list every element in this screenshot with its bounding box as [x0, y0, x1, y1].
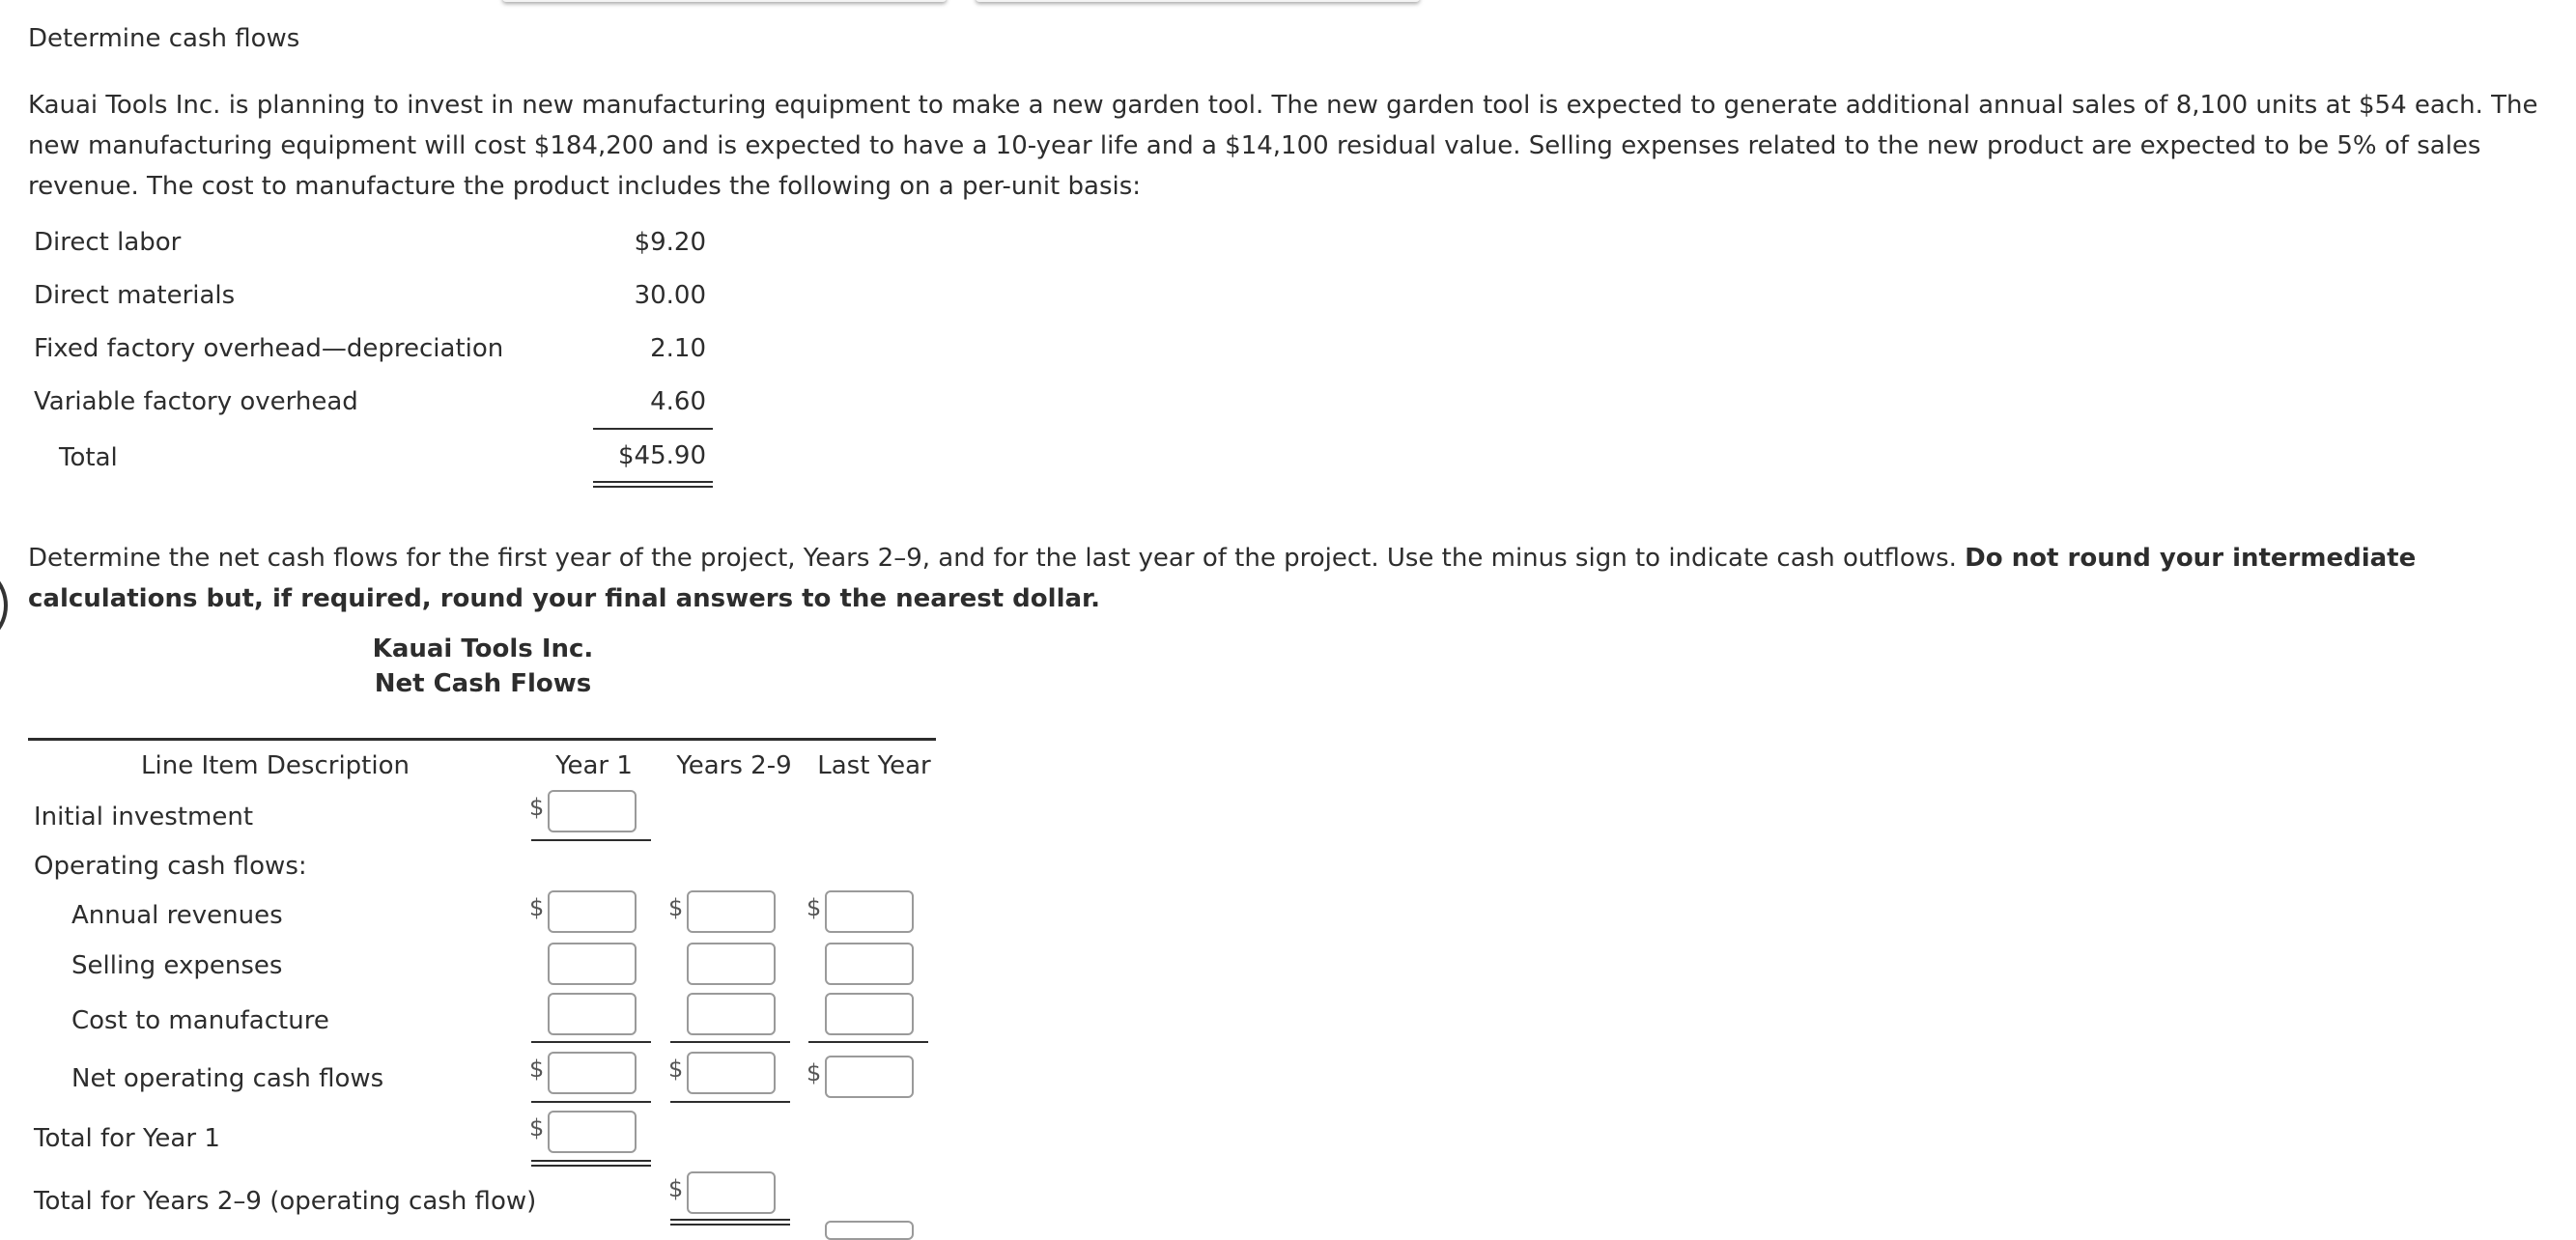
row-label-cost-to-manufacture: Cost to manufacture — [71, 1006, 329, 1035]
row-label-operating-header: Operating cash flows: — [34, 852, 307, 881]
currency-symbol: $ — [529, 1056, 545, 1083]
cost-value-variable-overhead: 4.60 — [650, 387, 706, 416]
cost-value-fixed-overhead: 2.10 — [650, 334, 706, 363]
schedule-top-rule — [28, 738, 936, 741]
selling-expenses-year1-input[interactable] — [548, 943, 637, 985]
selling-expenses-years-2-9-input[interactable] — [687, 943, 776, 985]
row-label-initial-investment: Initial investment — [34, 803, 254, 831]
cost-value-direct-materials: 30.00 — [634, 281, 706, 310]
currency-symbol: $ — [529, 894, 545, 921]
column-header-description: Line Item Description — [141, 751, 410, 780]
operating-subtotal-rule-year1 — [531, 1041, 651, 1043]
top-tab-left — [502, 0, 947, 2]
left-edge-circle — [0, 563, 8, 648]
schedule-company: Kauai Tools Inc. — [372, 634, 594, 663]
net-operating-year1-input[interactable] — [548, 1052, 637, 1094]
total-year1-double-rule-top — [531, 1160, 651, 1162]
cost-total-double-rule-top — [593, 481, 713, 483]
total-year1-double-rule-bottom — [531, 1165, 651, 1167]
problem-paragraph: Kauai Tools Inc. is planning to invest in new manufacturing equipment to make a new garden tool. The new garden tool is expected to generate additional annual sales of 8,100 units at $54 each. The new manufacturing equipment will cost $184,200 and is expected to have a 10-year life and a $14,100 residual value. Selling expenses related to the new product are expected to be 5% of sales revenue. The cost to manufacture the product includes the following on a per-unit basis: — [28, 91, 2538, 201]
cost-subtotal-rule — [593, 428, 713, 430]
schedule-subtitle: Net Cash Flows — [374, 669, 592, 698]
cost-to-manufacture-years-2-9-input[interactable] — [687, 993, 776, 1035]
net-operating-last-year-input[interactable] — [825, 1056, 914, 1098]
cost-total-double-rule-bottom — [593, 486, 713, 488]
cost-label-direct-materials: Direct materials — [34, 281, 236, 310]
currency-symbol: $ — [529, 794, 545, 821]
row-label-net-operating: Net operating cash flows — [71, 1064, 384, 1093]
operating-subtotal-rule-years-2-9 — [670, 1041, 790, 1043]
row-label-annual-revenues: Annual revenues — [71, 901, 283, 930]
initial-investment-year1-input[interactable] — [548, 790, 637, 832]
top-tab-right — [976, 0, 1420, 2]
initial-investment-underline — [531, 839, 651, 841]
total-years-2-9-double-rule-bottom — [670, 1224, 790, 1226]
instructions — [28, 538, 2549, 619]
cost-label-fixed-overhead: Fixed factory overhead—depreciation — [34, 334, 504, 363]
selling-expenses-last-year-input[interactable] — [825, 943, 914, 985]
net-operating-years-2-9-input[interactable] — [687, 1052, 776, 1094]
instructions-text: Determine the net cash flows for the first year of the project, Years 2–9, and for the last year of the project. Use the minus sign to indicate cash outflows. — [28, 544, 1966, 573]
column-header-last-year: Last Year — [817, 751, 931, 780]
operating-subtotal-rule-last-year — [808, 1041, 928, 1043]
cost-label-direct-labor: Direct labor — [34, 228, 182, 257]
annual-revenues-last-year-input[interactable] — [825, 890, 914, 933]
currency-symbol: $ — [668, 894, 684, 921]
row-label-total-years-2-9: Total for Years 2–9 (operating cash flow) — [34, 1187, 537, 1216]
cost-value-direct-labor: $9.20 — [634, 228, 706, 257]
row-label-total-year1: Total for Year 1 — [34, 1124, 220, 1153]
column-header-year1: Year 1 — [555, 751, 633, 780]
cost-to-manufacture-last-year-input[interactable] — [825, 993, 914, 1035]
annual-revenues-years-2-9-input[interactable] — [687, 890, 776, 933]
row-label-selling-expenses: Selling expenses — [71, 951, 283, 980]
cost-label-total: Total — [59, 443, 118, 472]
total-years-2-9-double-rule-top — [670, 1219, 790, 1221]
currency-symbol: $ — [668, 1056, 684, 1083]
cost-to-manufacture-year1-input[interactable] — [548, 993, 637, 1035]
cost-value-total: $45.90 — [618, 441, 706, 470]
instructions-bold: Do not round your intermediate calculations but, if required, round your final answers to the nearest dollar. — [28, 544, 2417, 613]
annual-revenues-year1-input[interactable] — [548, 890, 637, 933]
net-operating-rule-years-2-9 — [670, 1101, 790, 1103]
last-year-total-input-partial[interactable] — [825, 1221, 914, 1240]
page-title: Determine cash flows — [28, 24, 300, 53]
column-header-years-2-9: Years 2-9 — [676, 751, 792, 780]
total-years-2-9-input[interactable] — [687, 1171, 776, 1214]
cost-label-variable-overhead: Variable factory overhead — [34, 387, 358, 416]
currency-symbol: $ — [668, 1175, 684, 1202]
net-operating-rule-year1 — [531, 1101, 651, 1103]
currency-symbol: $ — [529, 1114, 545, 1141]
currency-symbol: $ — [807, 1059, 822, 1086]
total-year1-input[interactable] — [548, 1111, 637, 1153]
currency-symbol: $ — [807, 894, 822, 921]
